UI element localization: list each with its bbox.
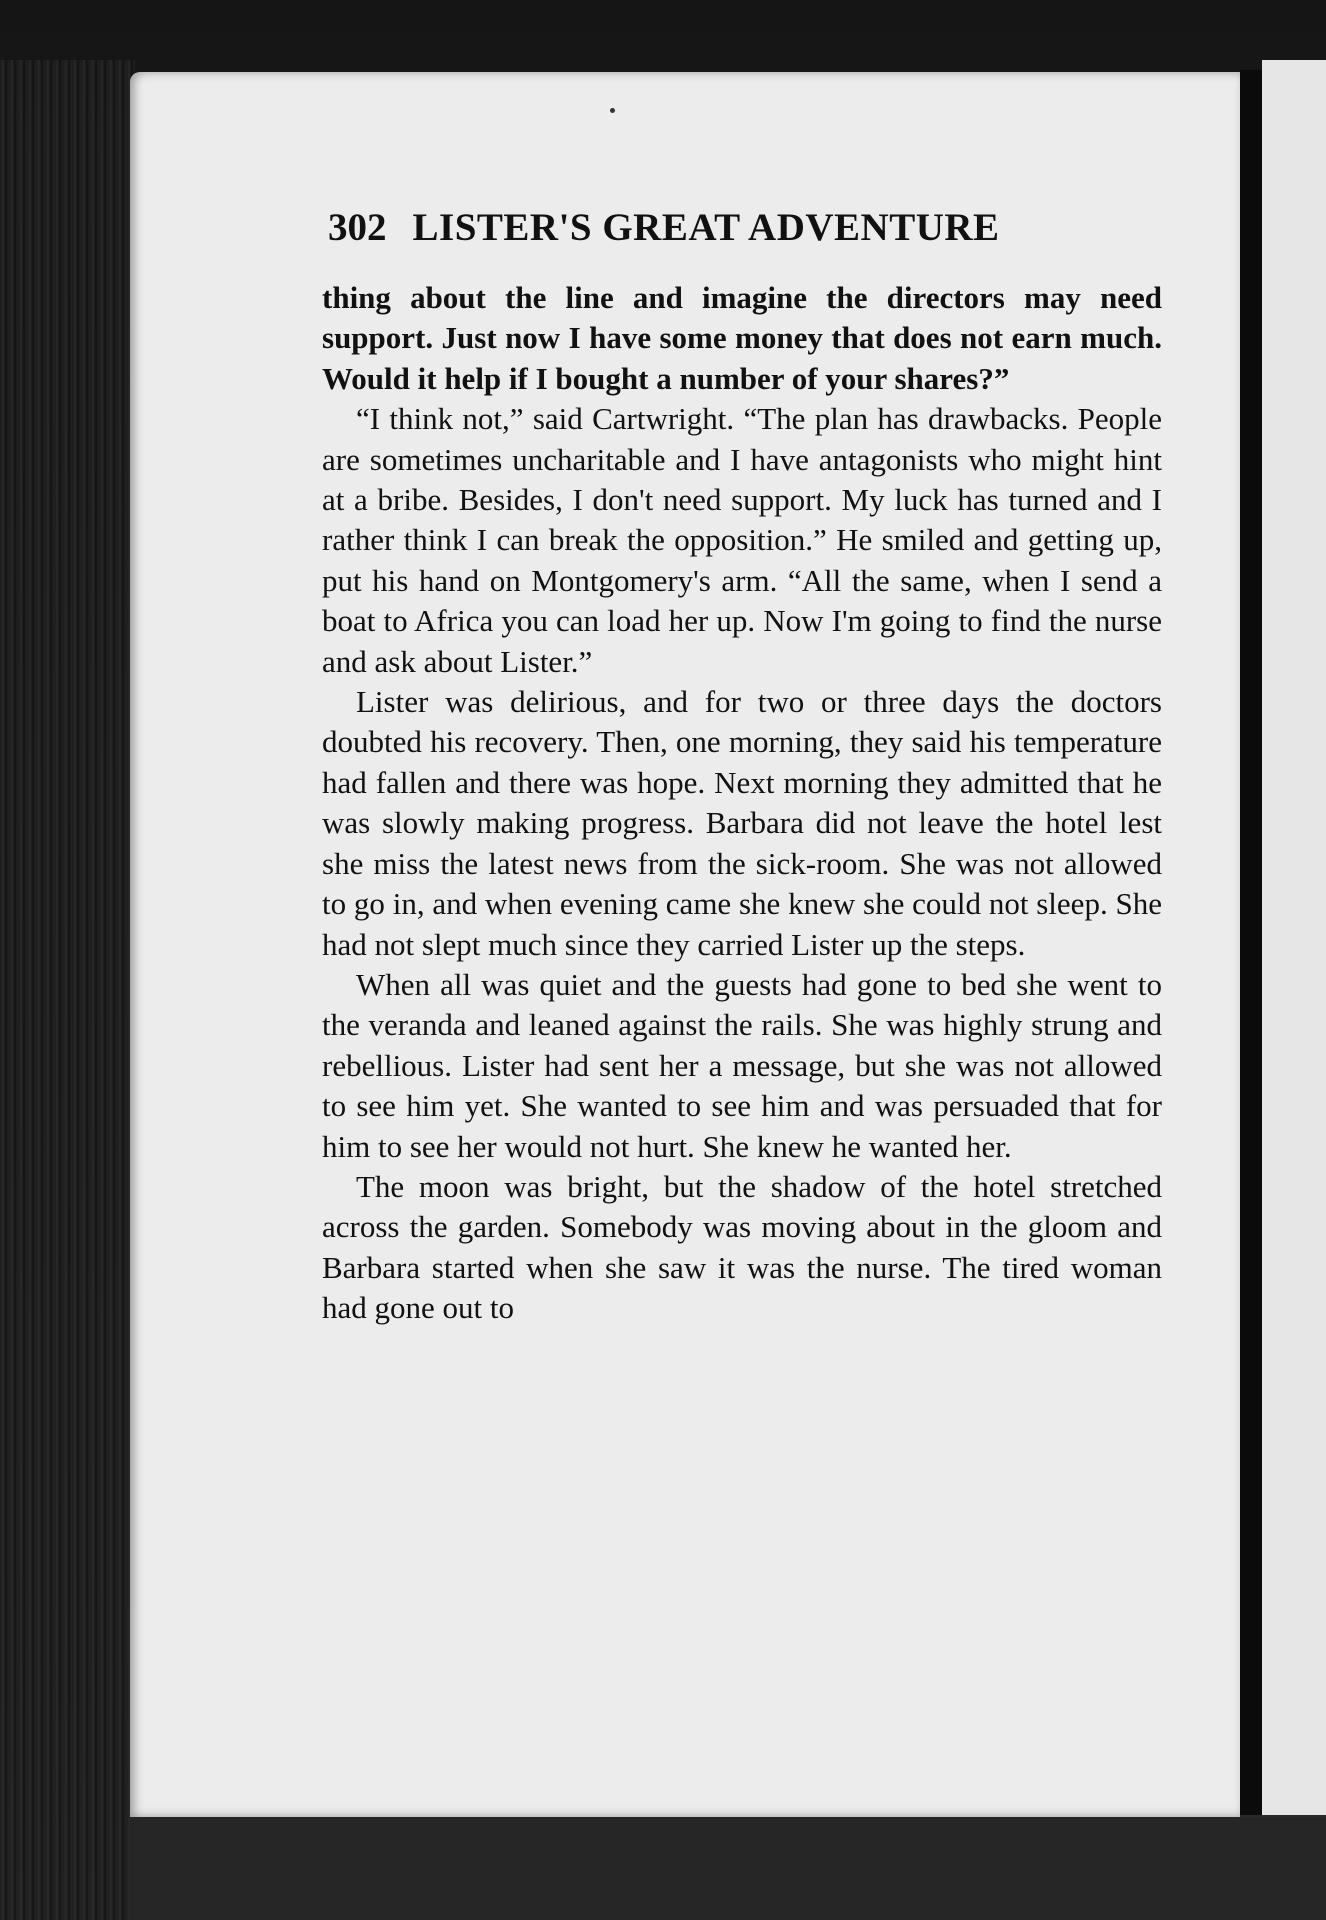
paragraph: “I think not,” said Cartwright. “The plan has drawbacks. People are sometimes uncharitable and I have antagonists who might hint at a bribe. Besides, I don't need support. My luck has turned and I rather think I can break the opposition.” He smiled and getting up, put his hand on Montgomery's arm. “All the same, when I send a boat to Africa you can load her up. Now I'm going to find the nurse and ask about Lister.” [322, 401, 1162, 679]
scan-bottom-margin [130, 1817, 1326, 1920]
page-body [322, 278, 1162, 1329]
paragraph: thing about the line and imagine the directors may need support. Just now I have some money that does not earn much. Would it help if I bought a number of your shares?” [322, 280, 1162, 396]
book-binding-edge [0, 60, 135, 1920]
running-title: LISTER'S GREAT ADVENTURE [412, 206, 1000, 249]
paragraph: When all was quiet and the guests had gone to bed she went to the veranda and leaned against the rails. She was highly strung and rebellious. Lister had sent her a message, but she was not allowed to see him yet. She wanted to see him and was persuaded that for him to see her would not hurt. She knew he wanted her. [322, 966, 1162, 1164]
page-number: 302 [328, 206, 387, 249]
scan-speck [610, 108, 615, 113]
paragraph: Lister was delirious, and for two or three days the doctors doubted his recovery. Then, one morning, they said his temperature had fallen and there was hope. Next morning they admitted that he was slowly making progress. Barbara did not leave the hotel lest she miss the latest news from the sick-room. She was not allowed to go in, and when evening came she knew she could not sleep. She had not slept much since they carried Lister up the steps. [322, 684, 1162, 962]
paragraph: The moon was bright, but the shadow of the hotel stretched across the garden. Somebody was moving about in the gloom and Barbara started when she saw it was the nurse. The tired woman had gone out to [322, 1168, 1162, 1326]
page-gutter-shadow [1240, 70, 1262, 1815]
page-header [328, 205, 1068, 261]
facing-page-edge [1262, 60, 1326, 1815]
